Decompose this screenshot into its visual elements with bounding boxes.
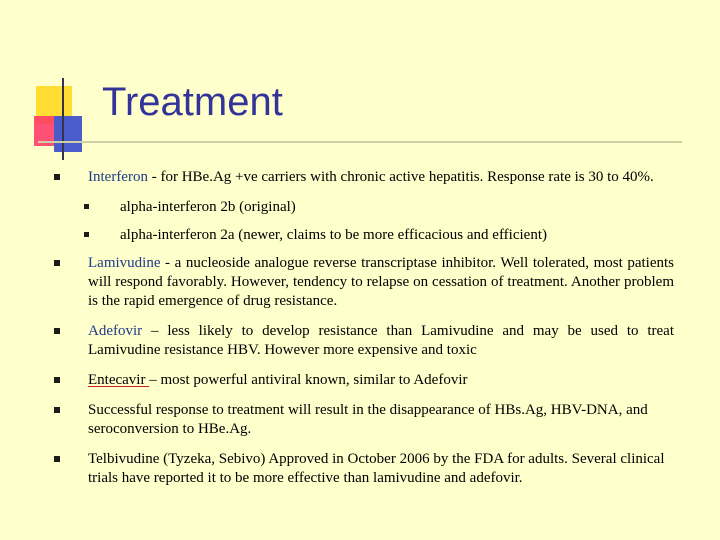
bullet-text: - for HBe.Ag +ve carriers with chronic active hepatitis. Response rate is 30 to 40%. [147, 169, 654, 185]
bullet-response [54, 401, 674, 439]
bullet-adefovir [54, 322, 674, 360]
entecavir-link[interactable]: Entecavir [88, 372, 150, 388]
bullet-text: – less likely to develop resistance than Lamivudine and may be used to treat Lamivudine resistance HBV. However more expensive and toxic [88, 323, 674, 358]
square-bullet-icon [54, 407, 60, 413]
logo-vertical-line [62, 78, 64, 160]
bullet-lead: Lamivudine [88, 255, 161, 271]
bullet-entecavir [54, 371, 674, 390]
sub-bullet-text: alpha-interferon 2a (newer, claims to be more efficacious and efficient) [120, 227, 547, 243]
bullet-text: Telbivudine (Tyzeka, Sebivo) Approved in October 2006 by the FDA for adults. Several clinical trials have reported it to be more effective than lamivudine and adefovir. [88, 451, 665, 486]
bullet-text: Successful response to treatment will result in the disappearance of HBs.Ag, HBV-DNA, and seroconversion to HBe.Ag. [88, 402, 648, 437]
sub-bullet-alpha-2b [54, 198, 674, 217]
bullet-text: - a nucleoside analogue reverse transcriptase inhibitor. Well tolerated, most patients will respond favorably. However, tendency to relapse on cessation of treatment. Another problem is the rapid emergence of drug resistance. [88, 255, 674, 309]
bullet-lead: Adefovir [88, 323, 143, 339]
slide-logo-blue-block [54, 116, 82, 152]
bullet-list [54, 168, 674, 499]
slide-title: Treatment [102, 80, 283, 124]
sub-bullet-alpha-2a [54, 226, 674, 245]
title-underline-divider [38, 141, 682, 143]
sub-bullet-text: alpha-interferon 2b (original) [120, 199, 296, 215]
square-bullet-icon [84, 232, 89, 237]
square-bullet-icon [54, 456, 60, 462]
square-bullet-icon [84, 204, 89, 209]
bullet-telbivudine [54, 450, 674, 488]
bullet-lead: Interferon [88, 169, 148, 185]
bullet-interferon [54, 168, 674, 187]
square-bullet-icon [54, 328, 60, 334]
square-bullet-icon [54, 377, 60, 383]
square-bullet-icon [54, 260, 60, 266]
square-bullet-icon [54, 174, 60, 180]
bullet-text: – most powerful antiviral known, similar to Adefovir [149, 372, 468, 388]
bullet-lamivudine [54, 254, 674, 311]
